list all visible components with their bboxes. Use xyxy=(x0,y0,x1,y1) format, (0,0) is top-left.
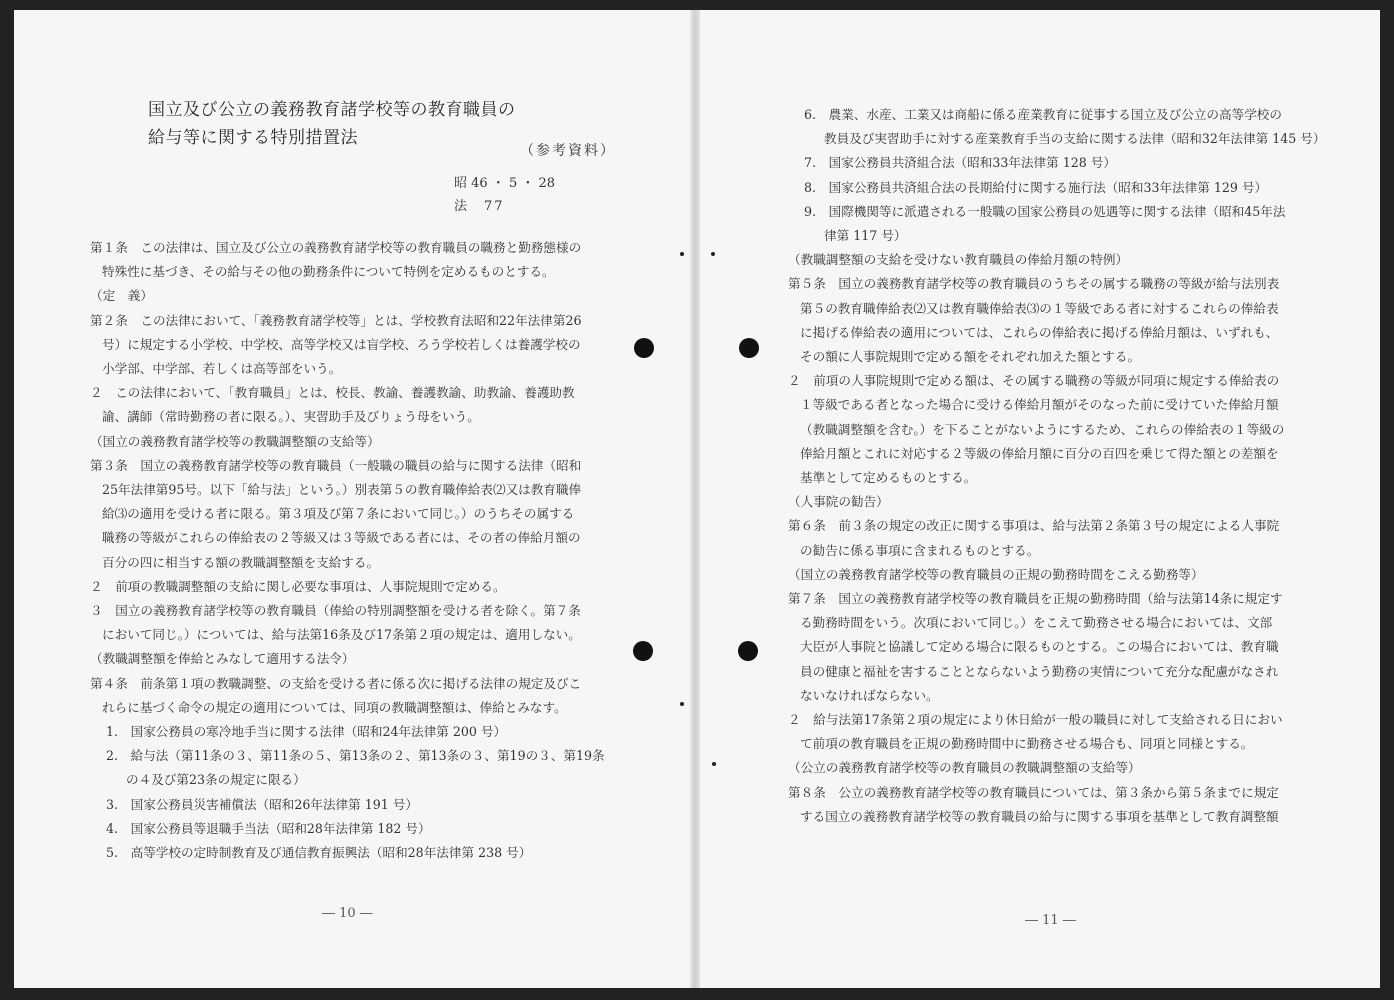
text-line: 小学部、中学部、若しくは高等部をいう。 xyxy=(102,361,342,377)
text-line: 教員及び実習助手に対する産業教育手当の支給に関する法律（昭和32年法律第 145 号） xyxy=(824,131,1326,147)
text-line: 25年法律第95号。以下「給与法」という。）別表第５の教育職俸給表⑵又は教育職俸 xyxy=(102,482,582,498)
text-line: ２ 前項の教職調整額の支給に関し必要な事項は、人事院規則で定める。 xyxy=(90,578,506,594)
text-line: （人事院の勧告） xyxy=(788,494,889,510)
text-line: ２ この法律において、「教育職員」とは、校長、教諭、養護教諭、助教諭、養護助教 xyxy=(90,385,575,401)
text-line: 第７条 国立の義務教育諸学校等の教育職員を正規の勤務時間（給与法第14条に規定す xyxy=(788,591,1283,607)
binding-dot xyxy=(680,702,684,706)
title-line: 給与等に関する特別措置法 xyxy=(148,128,358,148)
law-date: 昭 46 ・ 5 ・ 28 xyxy=(454,176,556,191)
text-line: に掲げる俸給表の適用については、これらの俸給表に掲げる俸給月額は、いずれも、 xyxy=(800,324,1279,340)
page-number: ― 11 ― xyxy=(1025,913,1076,928)
text-line: 基準として定めるものとする。 xyxy=(800,470,977,486)
text-line: ２ 前項の人事院規則で定める額は、その属する職務の等級が同項に規定する俸給表の xyxy=(788,373,1280,389)
text-line: 員の健康と福祉を害することとならないよう勤務の実情について充分な配慮がなされ xyxy=(800,663,1279,679)
law-number: 法 77 xyxy=(454,199,505,214)
page-number: ― 10 ― xyxy=(322,906,373,921)
text-line: 第２条 この法律において、「義務教育諸学校等」とは、学校教育法昭和22年法律第26 xyxy=(90,312,582,328)
text-line: （公立の義務教育諸学校等の教育職員の教職調整額の支給等） xyxy=(788,760,1141,776)
text-line: 第３条 国立の義務教育諸学校等の教育職員（一般職の職員の給与に関する法律（昭和 xyxy=(90,457,582,473)
text-line: （教職調整額の支給を受けない教育職員の俸給月額の特例） xyxy=(788,252,1129,268)
text-line: 給⑶の適用を受ける者に限る。第３項及び第７条において同じ。）のうちその属する xyxy=(102,506,575,522)
binding-dot xyxy=(711,252,715,256)
text-line: 大臣が人事院と協議して定める場合に限るものとする。この場合においては、教育職 xyxy=(800,639,1279,655)
text-line: の４及び第23条の規定に限る） xyxy=(126,772,306,788)
text-line: ないなければならない。 xyxy=(800,687,939,703)
text-line: （教職調整額を俸給とみなして適用する法令） xyxy=(90,651,355,667)
text-line: において同じ。）については、給与法第16条及び17条第２項の規定は、適用しない。 xyxy=(102,627,581,643)
text-line: 4. 国家公務員等退職手当法（昭和28年法律第 182 号） xyxy=(106,820,431,836)
text-line: 第８条 公立の義務教育諸学校等の教育職員については、第３条から第５条までに規定 xyxy=(788,784,1279,800)
text-line: 号）に規定する小学校、中学校、高等学校又は盲学校、ろう学校若しくは養護学校の xyxy=(102,336,581,352)
left-page-body xyxy=(88,236,605,865)
binding-dot xyxy=(680,252,684,256)
text-line: れらに基づく命令の規定の適用については、同項の教職調整額は、俸給とみなす。 xyxy=(102,699,567,715)
text-line: 律第 117 号） xyxy=(824,228,907,244)
punch-hole xyxy=(634,338,654,358)
text-line: 5. 高等学校の定時制教育及び通信教育振興法（昭和28年法律第 238 号） xyxy=(106,845,532,861)
reference-label: （参考資料） xyxy=(520,143,616,159)
text-line: 7. 国家公務員共済組合法（昭和33年法律第 128 号） xyxy=(804,155,1116,171)
text-line: その額に人事院規則で定める額をそれぞれ加えた額とする。 xyxy=(800,349,1141,365)
punch-hole xyxy=(738,641,758,661)
text-line: （国立の義務教育諸学校等の教職調整額の支給等） xyxy=(90,433,380,449)
text-line: １等級である者となった場合に受ける俸給月額がそのなった前に受けていた俸給月額 xyxy=(800,397,1279,413)
text-line: 特殊性に基づき、その給与その他の勤務条件について特例を定めるものとする。 xyxy=(102,264,555,280)
title-line: 国立及び公立の義務教育諸学校等の教育職員の xyxy=(148,100,516,120)
right-page-body xyxy=(786,103,1325,829)
text-line: （定 義） xyxy=(90,288,153,304)
text-line: ２ 給与法第17条第２項の規定により休日給が一般の職員に対して支給される日におい xyxy=(788,712,1283,728)
text-line: の勧告に係る事項に含まれるものとする。 xyxy=(800,542,1040,558)
text-line: 第１条 この法律は、国立及び公立の義務教育諸学校等の教育職員の職務と勤務態様の xyxy=(90,240,582,255)
text-line: 百分の四に相当する額の教職調整額を支給する。 xyxy=(102,554,380,570)
text-line: ３ 国立の義務教育諸学校等の教育職員（俸給の特別調整額を受ける者を除く。第７条 xyxy=(90,603,581,619)
text-line: る勤務時間をいう。次項において同じ。）をこえて勤務させる場合においては、文部 xyxy=(800,615,1273,631)
text-line: 1. 国家公務員の寒冷地手当に関する法律（昭和24年法律第 200 号） xyxy=(106,724,507,740)
text-line: 第５条 国立の義務教育諸学校等の教育職員のうちその属する職務の等級が給与法別表 xyxy=(788,276,1280,292)
punch-hole xyxy=(739,338,759,358)
text-line: （国立の義務教育諸学校等の教育職員の正規の勤務時間をこえる勤務等） xyxy=(788,566,1204,582)
text-line: 第５の教育職俸給表⑵又は教育職俸給表⑶の１等級である者に対するこれらの俸給表 xyxy=(800,300,1279,316)
text-line: する国立の義務教育諸学校等の教育職員の給与に関する事項を基準として教育調整額 xyxy=(800,808,1279,824)
text-line: 8. 国家公務員共済組合法の長期給付に関する施行法（昭和33年法律第 129 号） xyxy=(804,179,1268,195)
text-line: 職務の等級がこれらの俸給表の２等級又は３等級である者には、その者の俸給月額の xyxy=(102,530,581,546)
text-line: 2. 給与法（第11条の３、第11条の５、第13条の２、第13条の３、第19の３、第19条 xyxy=(106,748,605,764)
page-gutter xyxy=(690,10,700,988)
text-line: て前項の教育職員を正規の勤務時間中に勤務させる場合も、同項と同様とする。 xyxy=(800,736,1254,752)
binding-dot xyxy=(712,762,716,766)
text-line: 第４条 前条第１項の教職調整、の支給を受ける者に係る次に掲げる法律の規定及びこ xyxy=(90,675,582,691)
punch-hole xyxy=(633,641,653,661)
text-line: 諭、講師（常時勤務の者に限る。）、実習助手及びりょう母をいう。 xyxy=(102,409,480,425)
text-line: （教職調整額を含む。）を下ることがないようにするため、これらの俸給表の１等級の xyxy=(800,421,1285,437)
text-line: 6. 農業、水産、工業又は商船に係る産業教育に従事する国立及び公立の高等学校の xyxy=(804,107,1282,122)
text-line: 9. 国際機関等に派遣される一般職の国家公務員の処遇等に関する法律（昭和45年法 xyxy=(804,203,1286,219)
law-title xyxy=(148,96,516,152)
text-line: 第６条 前３条の規定の改正に関する事項は、給与法第２条第３号の規定による人事院 xyxy=(788,518,1280,534)
text-line: 3. 国家公務員災害補償法（昭和26年法律第 191 号） xyxy=(106,796,418,812)
text-line: 俸給月額とこれに対応する２等級の俸給月額に百分の百四を乗じて得た額との差額を xyxy=(800,445,1279,461)
